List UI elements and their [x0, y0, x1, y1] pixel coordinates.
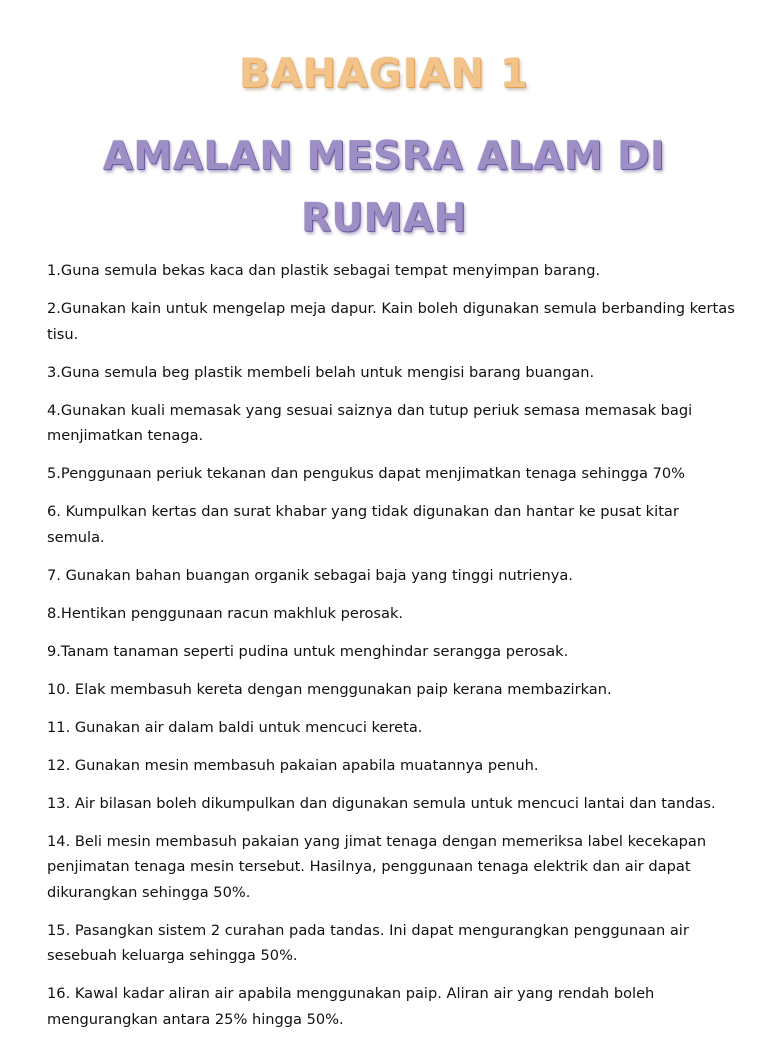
- list-item: 5.Penggunaan periuk tekanan dan pengukus dapat menjimatkan tenaga sehingga 70%: [47, 465, 686, 482]
- list-item: 10. Elak membasuh kereta dengan menggunakan paip kerana membazirkan.: [47, 680, 612, 698]
- list-item: 9.Tanam tanaman seperti pudina untuk menghindar serangga perosak.: [47, 642, 569, 660]
- list-item: 1.Guna semula bekas kaca dan plastik sebagai tempat menyimpan barang.: [47, 262, 601, 279]
- list-item: 2.Gunakan kain untuk mengelap meja dapur. Kain boleh digunakan semula berbanding kertas tisu.: [47, 300, 735, 343]
- list-item: 7. Gunakan bahan buangan organik sebagai baja yang tinggi nutrienya.: [47, 566, 573, 584]
- list-item: 3.Guna semula beg plastik membeli belah untuk mengisi barang buangan.: [47, 363, 595, 381]
- list-item: 14. Beli mesin membasuh pakaian yang jimat tenaga dengan memeriksa label kecekapan penjimatan tenaga mesin tersebut. Hasilnya, penggunaan tenaga elektrik dan air dapat dikurangkan sehingga 50%.: [47, 832, 707, 901]
- tips-list: [47, 258, 738, 1045]
- list-item: 12. Gunakan mesin membasuh pakaian apabila muatannya penuh.: [47, 756, 539, 774]
- list-item: 6. Kumpulkan kertas dan surat khabar yang tidak digunakan dan hantar ke pusat kitar semula.: [47, 503, 679, 546]
- page-title: [0, 126, 768, 250]
- page-title-line-2: RUMAH: [301, 196, 467, 241]
- list-item: 16. Kawal kadar aliran air apabila menggunakan paip. Aliran air yang rendah boleh mengurangkan antara 25% hingga 50%.: [47, 985, 655, 1028]
- list-item: 4.Gunakan kuali memasak yang sesuai saiznya dan tutup periuk semasa memasak bagi menjimatkan tenaga.: [47, 401, 693, 444]
- list-item: 11. Gunakan air dalam baldi untuk mencuci kereta.: [47, 718, 423, 736]
- section-heading: BAHAGIAN 1: [239, 51, 529, 97]
- page-title-line-1: AMALAN MESRA ALAM DI: [102, 134, 666, 179]
- list-item: 8.Hentikan penggunaan racun makhluk perosak.: [47, 604, 404, 622]
- list-item: 15. Pasangkan sistem 2 curahan pada tandas. Ini dapat mengurangkan penggunaan air sesebuah keluarga sehingga 50%.: [47, 921, 689, 964]
- list-item: 13. Air bilasan boleh dikumpulkan dan digunakan semula untuk mencuci lantai dan tandas.: [47, 794, 716, 812]
